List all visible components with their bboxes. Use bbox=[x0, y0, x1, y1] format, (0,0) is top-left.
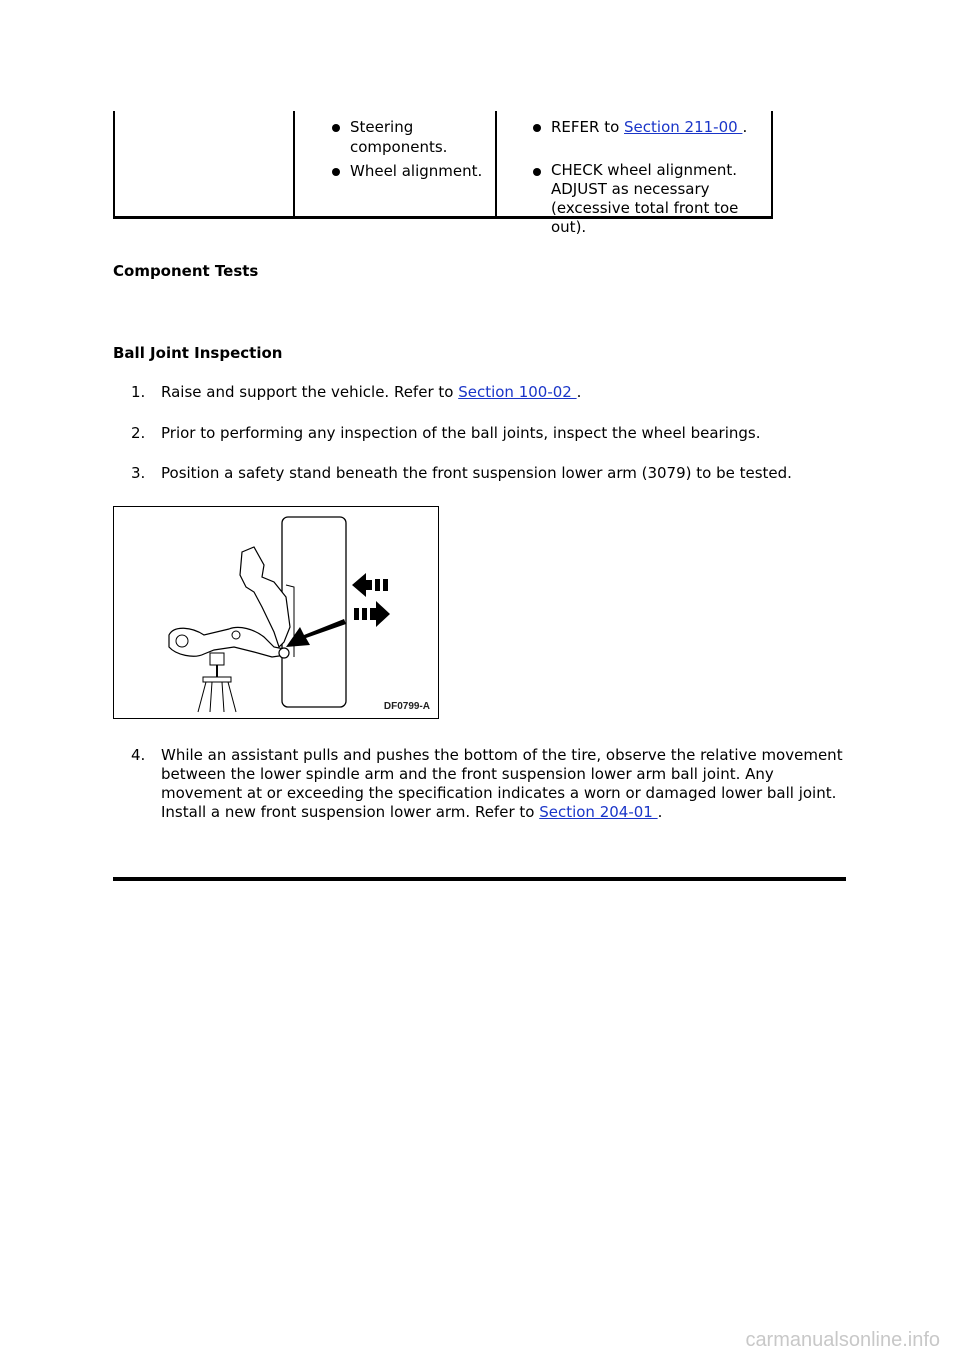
step-suffix: . bbox=[576, 383, 582, 401]
ball-joint-heading: Ball Joint Inspection bbox=[113, 344, 283, 362]
step-suffix: . bbox=[657, 803, 663, 821]
step-number: 4. bbox=[131, 746, 146, 764]
stand-leg bbox=[210, 682, 212, 712]
bullet-icon bbox=[533, 168, 541, 176]
column-divider bbox=[495, 111, 497, 216]
diagnosis-table bbox=[113, 111, 773, 236]
component-tests-heading: Component Tests bbox=[113, 262, 259, 280]
section-211-00-link[interactable]: Section 211-00 bbox=[624, 118, 743, 136]
bullet-icon bbox=[332, 124, 340, 132]
push-arrow-dash bbox=[362, 608, 367, 620]
tire-outline bbox=[282, 517, 346, 707]
pull-arrow-icon bbox=[352, 573, 372, 597]
push-arrow-icon bbox=[370, 601, 390, 627]
pull-arrow-dash bbox=[383, 579, 388, 591]
step-number: 3. bbox=[131, 464, 146, 482]
action-suffix: . bbox=[742, 118, 748, 136]
step-number: 2. bbox=[131, 424, 146, 442]
step-text bbox=[161, 746, 846, 822]
stand-leg bbox=[228, 682, 236, 712]
column-divider bbox=[293, 111, 295, 216]
pull-arrow-dash bbox=[375, 579, 380, 591]
ball-joint-inspection-figure bbox=[113, 506, 439, 719]
step-text bbox=[161, 383, 581, 402]
step-text-part: Raise and support the vehicle. Refer to bbox=[161, 383, 459, 401]
section-divider bbox=[113, 877, 846, 881]
site-watermark: carmanualsonline.info bbox=[745, 1329, 940, 1351]
ball-joint bbox=[279, 648, 289, 658]
step-text: Prior to performing any inspection of the ball joints, inspect the wheel bearings. bbox=[161, 424, 761, 442]
stand-leg bbox=[198, 682, 206, 712]
action-prefix: REFER to bbox=[551, 118, 625, 136]
bullet-icon bbox=[533, 124, 541, 132]
bullet-icon bbox=[332, 168, 340, 176]
source-text: Wheel alignment. bbox=[350, 162, 483, 180]
step-number: 1. bbox=[131, 383, 146, 401]
suspension-illustration bbox=[114, 507, 438, 718]
section-100-02-link[interactable]: Section 100-02 bbox=[458, 383, 577, 401]
arm-bushing bbox=[232, 631, 240, 639]
source-text: Steering components. bbox=[350, 118, 448, 156]
stand-leg bbox=[222, 682, 224, 712]
action-text bbox=[551, 117, 747, 137]
section-204-01-link[interactable]: Section 204-01 bbox=[539, 803, 658, 821]
stand-head bbox=[210, 653, 224, 665]
step-text: Position a safety stand beneath the front suspension lower arm (3079) to be tested. bbox=[161, 464, 792, 482]
push-arrow-dash bbox=[354, 608, 359, 620]
step-text-part: While an assistant pulls and pushes the bottom of the tire, observe the relative movement between the lower spindle arm and the front suspension lower arm ball joint. Any movement at or exceeding the specification indicates a worn or damaged lower ball joint. Install a new front suspension lower arm. Refer to bbox=[161, 746, 843, 821]
arm-bushing bbox=[176, 635, 188, 647]
action-text: CHECK wheel alignment. ADJUST as necessary (excessive total front toe out). bbox=[551, 161, 739, 236]
figure-code: DF0799-A bbox=[383, 701, 430, 712]
stand-collar bbox=[203, 677, 231, 682]
